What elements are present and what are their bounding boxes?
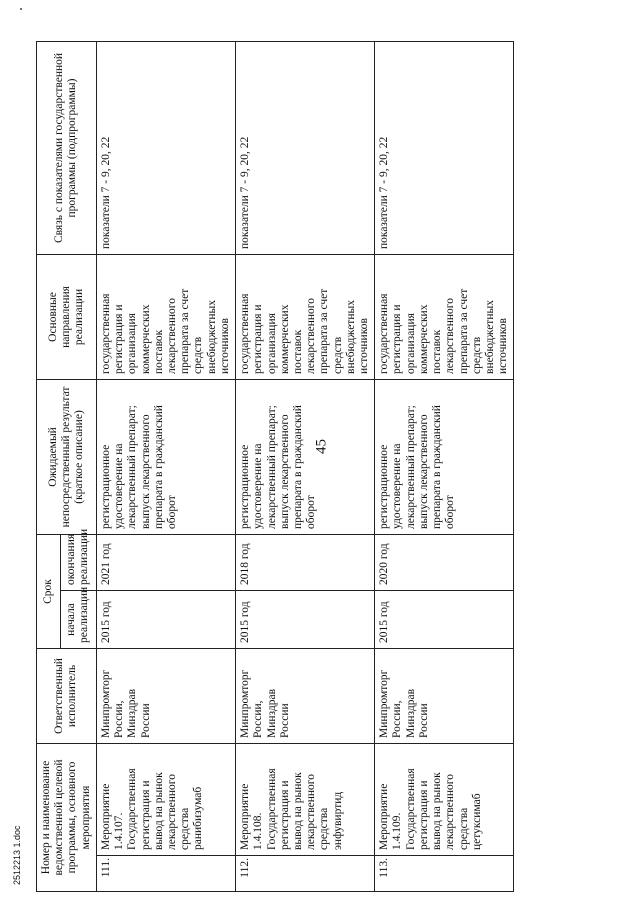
executor: Минпромторг России, Минздрав России bbox=[375, 649, 514, 744]
page-number: 45 bbox=[313, 439, 330, 454]
table-row bbox=[236, 41, 375, 891]
header-executor: Ответственный исполнитель bbox=[37, 649, 97, 744]
rotated-table-container bbox=[36, 42, 616, 892]
start-year: 2015 год bbox=[375, 591, 514, 649]
table-row bbox=[375, 41, 514, 891]
header-term: Срок bbox=[37, 534, 61, 648]
row-number: 112. bbox=[236, 856, 375, 892]
expected-result: регистрационное удостоверение на лекарственный препарат; выпуск лекарственного препарата в гражданский оборот bbox=[236, 379, 375, 534]
row-number: 111. bbox=[96, 856, 235, 892]
executor: Минпромторг России, Минздрав России bbox=[236, 649, 375, 744]
indicator-relation: показатели 7 - 9, 20, 22 bbox=[375, 41, 514, 254]
expected-result: регистрационное удостоверение на лекарственный препарат; выпуск лекарственного препарата в гражданский оборот bbox=[96, 379, 235, 534]
row-number: 113. bbox=[375, 856, 514, 892]
end-year: 2018 год bbox=[236, 534, 375, 590]
indicator-relation: показатели 7 - 9, 20, 22 bbox=[236, 41, 375, 254]
header-relation: Связь с показателями государственной программы (подпрограммы) bbox=[37, 41, 97, 254]
header-start: начала реализации bbox=[60, 591, 96, 649]
expected-result: регистрационное удостоверение на лекарственный препарат; выпуск лекарственного препарата в гражданский оборот bbox=[375, 379, 514, 534]
end-year: 2020 год bbox=[375, 534, 514, 590]
main-directions: государственная регистрация и организация коммерческих поставок лекарственного препарата за счет средств внебюджетных источников bbox=[236, 254, 375, 379]
indicator-relation: показатели 7 - 9, 20, 22 bbox=[96, 41, 235, 254]
start-year: 2015 год bbox=[236, 591, 375, 649]
end-year: 2021 год bbox=[96, 534, 235, 590]
header-end: окончания реализации bbox=[60, 534, 96, 590]
measure-name: Мероприятие 1.4.107. Государственная регистрация и вывод на рынок лекарственного средства ранибизумаб bbox=[96, 744, 235, 856]
document-code: 2512213 1.doc bbox=[12, 825, 22, 885]
program-measures-table bbox=[36, 41, 514, 892]
main-directions: государственная регистрация и организация коммерческих поставок лекарственного препарата за счет средств внебюджетных источников bbox=[96, 254, 235, 379]
executor: Минпромторг России, Минздрав России bbox=[96, 649, 235, 744]
header-directions: Основные направления реализации bbox=[37, 254, 97, 379]
header-result: Ожидаемый непосредственный результат (краткое описание) bbox=[37, 379, 97, 534]
main-directions: государственная регистрация и организация коммерческих поставок лекарственного препарата за счет средств внебюджетных источников bbox=[375, 254, 514, 379]
scan-speck bbox=[20, 8, 22, 10]
table-row bbox=[96, 41, 235, 891]
measure-name: Мероприятие 1.4.108. Государственная регистрация и вывод на рынок лекарственного средства энфувиртид bbox=[236, 744, 375, 856]
start-year: 2015 год bbox=[96, 591, 235, 649]
header-number-name: Номер и наименование ведомственной целевой программы, основного мероприятия bbox=[37, 744, 97, 892]
measure-name: Мероприятие 1.4.109. Государственная регистрация и вывод на рынок лекарственного средства цетуксимаб bbox=[375, 744, 514, 856]
